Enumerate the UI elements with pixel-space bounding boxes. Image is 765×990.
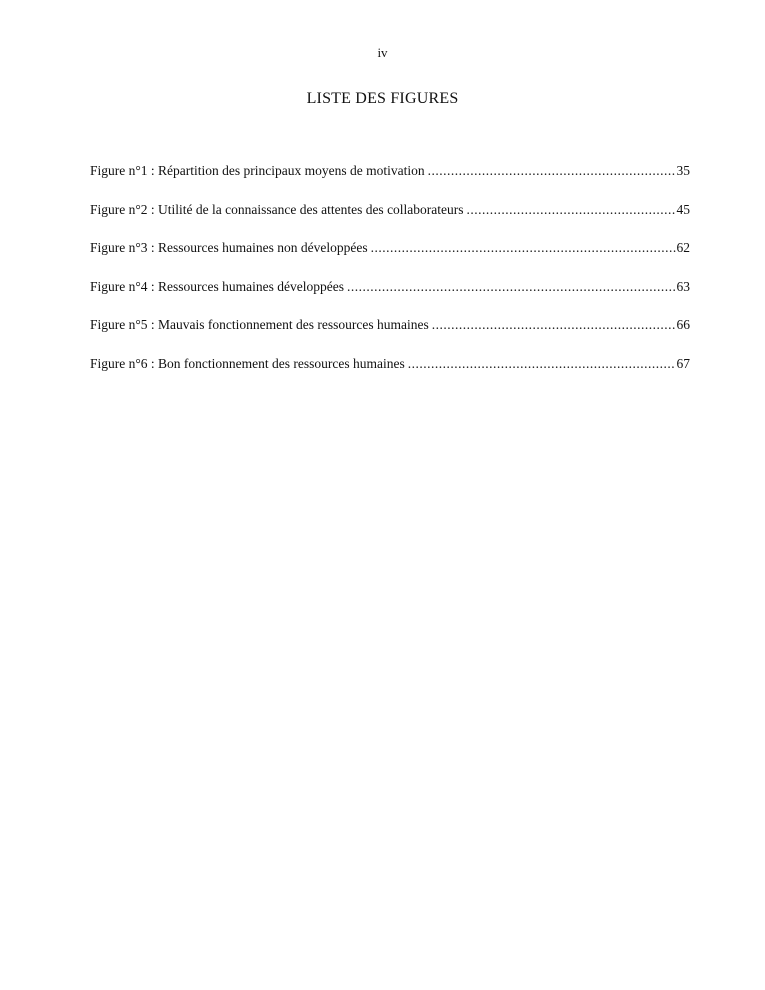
toc-entry-figure-1[interactable] (90, 163, 690, 202)
toc-entry-page: 63 (676, 278, 690, 294)
dot-leader (371, 240, 676, 256)
dot-leader (408, 356, 676, 372)
toc-entry-figure-5[interactable] (90, 317, 690, 356)
toc-entry-figure-3[interactable] (90, 240, 690, 279)
toc-entry-page: 66 (676, 317, 690, 332)
toc-entry-figure-6[interactable] (90, 356, 690, 395)
toc-entry-label: Figure n°2 : Utilité de la connaissance des attentes des collaborateurs (90, 201, 464, 217)
toc-entry-figure-4[interactable] (90, 279, 690, 318)
dot-leader (432, 317, 676, 333)
toc-entry-page: 62 (676, 240, 690, 255)
page-title: LISTE DES FIGURES (306, 90, 459, 107)
toc-entry-page: 35 (676, 163, 690, 178)
toc-entry-figure-2[interactable] (90, 202, 690, 241)
dot-leader (467, 202, 676, 218)
dot-leader (428, 163, 676, 179)
toc-entry-page: 67 (676, 355, 690, 371)
page-number: iv (377, 45, 388, 60)
toc-entry-label: Figure n°3 : Ressources humaines non développées (90, 240, 368, 255)
toc-entry-label: Figure n°1 : Répartition des principaux moyens de motivation (90, 163, 425, 178)
toc-entry-page: 45 (676, 201, 690, 217)
toc-entry-label: Figure n°5 : Mauvais fonctionnement des ressources humaines (90, 317, 429, 332)
toc-entry-label: Figure n°6 : Bon fonctionnement des ressources humaines (90, 355, 405, 371)
dot-leader (347, 279, 676, 295)
toc-entry-label: Figure n°4 : Ressources humaines développées (90, 278, 344, 294)
list-of-figures (90, 163, 690, 394)
